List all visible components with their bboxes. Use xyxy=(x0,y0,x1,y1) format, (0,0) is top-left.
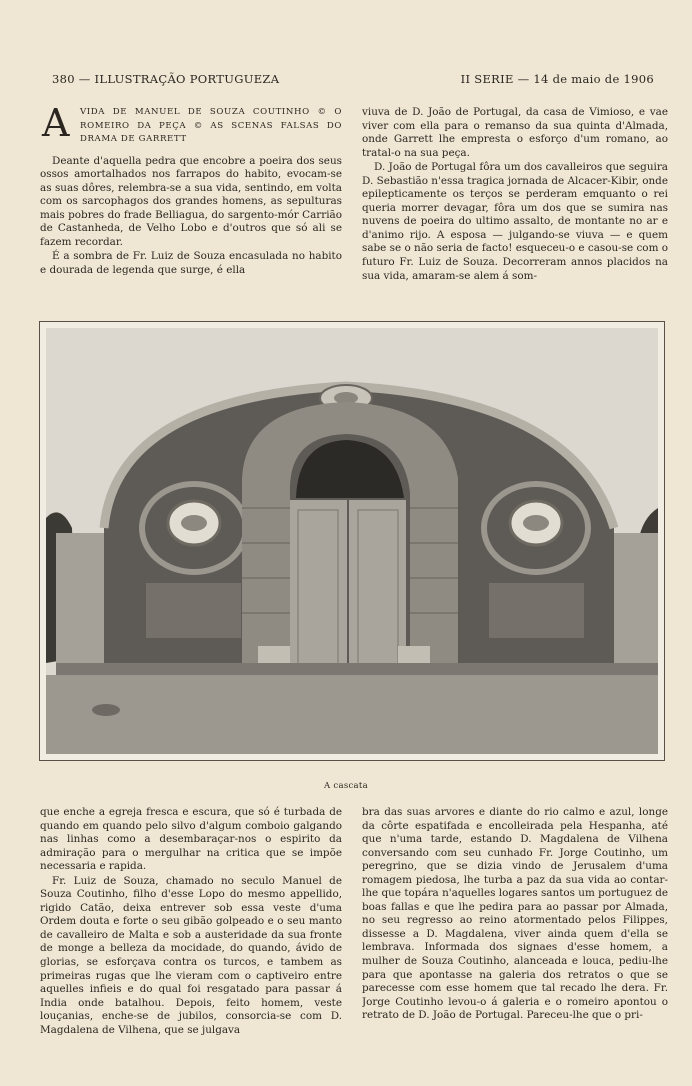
running-head xyxy=(52,72,654,88)
left-ornament-center xyxy=(181,515,207,531)
paragraph: que enche a egreja fresca e escura, que só é turbada de quando em quando pelo silvo d'algum comboio galgando nas linhas como a desembaraçar-nos o espirito da admiração para o mergulhar na critica que se impõe necessaria e rapida. xyxy=(40,806,342,873)
column-top-left xyxy=(40,106,342,294)
paragraph: viuva de D. João de Portugal, da casa de Vimioso, e vae viver com ella para o remanso da sua quinta d'Almada, onde Garrett lhe empresta o esforço d'um romano, ao tratal-o na sua peça. xyxy=(362,106,668,159)
page-number-title: 380 — ILLUSTRAÇÃO PORTUGUEZA xyxy=(52,72,280,86)
right-ornament-center xyxy=(523,515,549,531)
right-lattice xyxy=(489,583,584,638)
article-title xyxy=(40,106,342,147)
cascade-photo xyxy=(46,328,658,754)
photo-frame xyxy=(39,321,665,761)
paragraph: D. João de Portugal fôra um dos cavalleiros que seguira D. Sebastião n'essa tragica jornada de Alcacer-Kibir, onde epilepticamente os terços se perderam emquanto o rei queria morrer devagar, fôra um dos que se sumira nas nuvens de poeira do ultimo assalto, de montante no ar e d'animo rijo. A esposa — julgando-se viuva — e quem sabe se o não seria de facto! esqueceu-o e casou-se com o futuro Fr. Luiz de Souza. Decorreram annos placidos na sua vida, amaram-se alem á som- xyxy=(362,161,668,282)
article-title-text: VIDA DE MANUEL DE SOUZA COUTINHO © O ROMEIRO DA PEÇA © AS SCENAS FALSAS DO DRAMA DE GARRETT xyxy=(80,107,342,144)
stone-on-ground xyxy=(92,704,120,716)
column-bottom-right xyxy=(362,806,668,1046)
paragraph: Deante d'aquella pedra que encobre a poeira dos seus ossos amortalhados nos farrapos do habito, evocam-se as suas dôres, relembra-se a sua vida, sentindo, em volta com os sarcophagos dos grandes homens, as sepulturas mais pobres do frade Belliagua, do sargento-mór Carrião de Castanheda, de Velho Lobo e d'outros que só ali se fazem recordar. xyxy=(40,154,342,248)
drop-cap: A xyxy=(42,106,71,145)
column-top-right xyxy=(362,106,668,294)
ground xyxy=(46,675,658,754)
figure-caption: A cascata xyxy=(323,781,369,791)
issue-date: II SERIE — 14 de maio de 1906 xyxy=(460,72,654,86)
paragraph: Fr. Luiz de Souza, chamado no seculo Manuel de Souza Coutinho, filho d'esse Lopo do mesmo appellido, rigido Catão, deixa entrever sob essa veste d'uma Ordem douta e forte o seu gibão golpeado e o seu manto de cavalleiro de Malta e sob a austeridade da sua fronte de monge a belleza da mocidade, do quando, ávido de glorias, se esforçava contra os turcos, e tambem as primeiras rugas que lhe vieram com o captiveiro entre aquelles infieis e do qual foi resgatado para passar á India onde batalhou. Depois, feito homem, veste louçanias, enche-se de jubilos, consorcia-se com D. Magdalena de Vilhena, que se julgava xyxy=(40,874,342,1036)
column-bottom-left xyxy=(40,806,342,1046)
paragraph: bra das suas arvores e diante do rio calmo e azul, longe da côrte espatifada e encolleirada pela Hespanha, até que n'uma tarde, estando D. Magdalena de Vilhena conversando com seu cunhado Fr. Jorge Coutinho, um peregrino, que se dizia vindo de Jerusalem d'uma romagem piedosa, lhe turba a paz da sua vida ao contar-lhe que topára n'aquelles logares santos um portuguez de boas fallas e que lhe pedira para ao passar por Almada, no seu regresso ao reino atormentado pelos Filippes, dissesse a D. Magdalena, viver ainda quem d'ella se lembrava. Informada dos signaes d'esse homem, a mulher de Souza Coutinho, alanceada e louca, pediu-lhe para que apontasse na galeria dos retratos o que se parecesse com esse homem que tal recado lhe dera. Fr. Jorge Coutinho levou-o á galeria e o romeiro apontou o retrato de D. João de Portugal. Pareceu-lhe que o pri- xyxy=(362,806,668,1022)
left-lattice xyxy=(146,583,241,638)
ledge xyxy=(56,663,658,675)
paragraph: É a sombra de Fr. Luiz de Souza encasulada no habito e dourada de legenda que surge, é ella xyxy=(40,250,342,276)
